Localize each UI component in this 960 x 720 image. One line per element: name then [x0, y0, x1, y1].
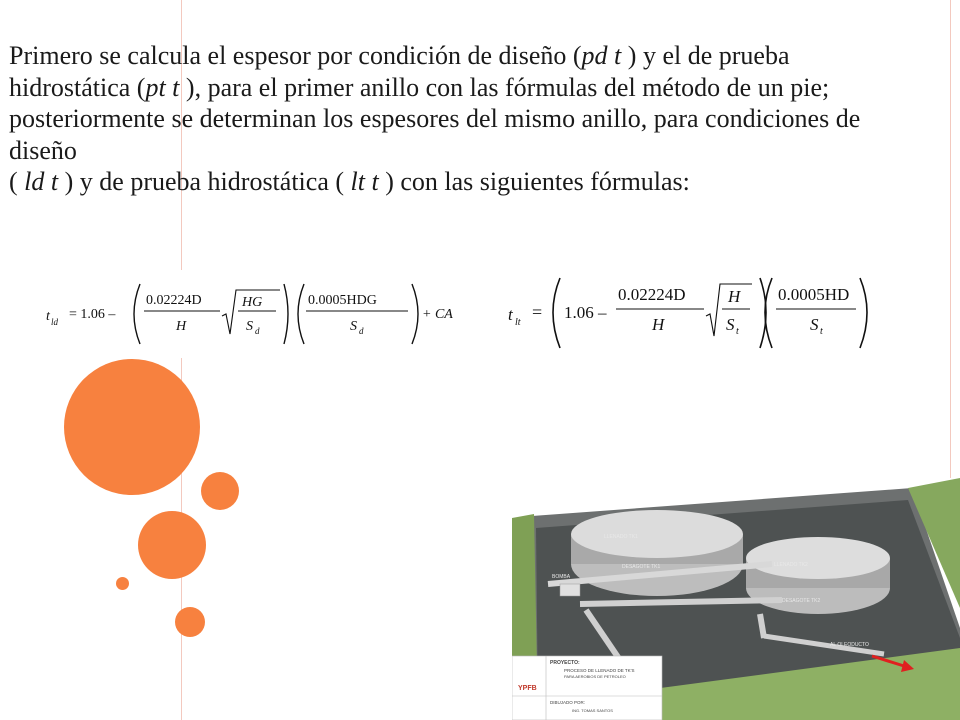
formula-test-thickness — [496, 270, 874, 354]
project-line-2: PARA AEROBIOS DE PETROLEO — [564, 674, 626, 679]
formula-frac2-num: 0.0005HDG — [308, 293, 377, 308]
project-heading: PROYECTO: — [550, 660, 580, 666]
label-drain-tk1: DESAGOTE TK1 — [622, 564, 661, 570]
label-pump: BOMBA — [552, 574, 571, 580]
decor-circle-large — [64, 359, 200, 495]
decor-circle-tiny — [116, 577, 129, 590]
formula-frac1-den: H — [652, 315, 665, 334]
formula-frac1-num: 0.02224D — [618, 285, 686, 304]
label-fill-tk1: LLENADO TK1 — [604, 534, 638, 540]
text-run: ) y de prueba hidrostática ( — [58, 167, 351, 196]
text-run: ) con las siguientes fórmulas: — [378, 167, 690, 196]
formula-design-svg — [36, 270, 454, 358]
formula-frac2-den-sub: t — [820, 326, 823, 337]
logo-text: YPFB — [518, 685, 537, 692]
formula-frac2-den: S — [810, 315, 819, 334]
formula-equals: = — [532, 302, 543, 322]
formula-sqrt-den: S — [726, 315, 735, 334]
formula-coefficient: = 1.06 – — [69, 307, 116, 322]
label-pipeline: AL OLEODUCTO — [830, 642, 869, 648]
formula-lhs-sub: lt — [515, 317, 521, 328]
formula-coefficient: 1.06 – — [564, 303, 607, 322]
drawn-name: ING. TOMAS SANTOS — [572, 708, 613, 713]
formula-frac2-den-sub: d — [359, 326, 364, 336]
formula-frac1-num: 0.02224D — [146, 293, 202, 308]
text-run: ( — [9, 167, 25, 196]
formula-sqrt-den: S — [246, 319, 253, 334]
symbol-lt-t: lt t — [350, 167, 379, 196]
decor-circle-small — [201, 472, 239, 510]
label-drain-tk2: DESAGOTE TK2 — [782, 598, 821, 604]
body-paragraph — [9, 40, 909, 198]
formula-frac2-den: S — [350, 319, 357, 334]
text-run: ), para el primer anillo con las fórmulas del método de un pie; posteriormente se determinan los espesores del mismo anillo, para condiciones de diseño — [9, 72, 861, 165]
tank-diagram — [512, 478, 960, 720]
formula-sqrt-den-sub: t — [736, 326, 739, 337]
text-run: ) y el de prueba hidrostática ( — [9, 41, 790, 102]
formula-sqrt-num: HG — [242, 295, 263, 310]
formula-lhs-sub: ld — [51, 317, 59, 327]
formula-lhs: t — [46, 309, 50, 324]
text-run: Primero se calcula el espesor por condición de diseño ( — [9, 41, 582, 70]
formula-lhs: t — [508, 305, 513, 324]
symbol-pd-t: pd t — [581, 41, 622, 70]
symbol-ld-t: ld t — [24, 167, 59, 196]
formula-sqrt-den-sub: d — [255, 326, 260, 336]
label-fill-tk2: LLENADO TK2 — [774, 562, 808, 568]
symbol-pt-t: pt t — [145, 72, 180, 102]
formula-tail: + CA — [422, 307, 453, 322]
formula-frac1-den: H — [176, 319, 187, 334]
decor-circle-medium — [138, 511, 206, 579]
decor-circle-small-2 — [175, 607, 205, 637]
formula-frac2-num: 0.0005HD — [778, 285, 850, 304]
formula-sqrt-num: H — [728, 287, 741, 306]
tank-diagram-svg — [512, 478, 960, 720]
drawn-heading: DIBUJADO POR: — [550, 700, 586, 705]
formula-design-thickness — [36, 270, 454, 358]
project-line-1: PROCESO DE LLENADO DE TK'S — [564, 668, 635, 673]
formula-test-svg — [496, 270, 874, 354]
